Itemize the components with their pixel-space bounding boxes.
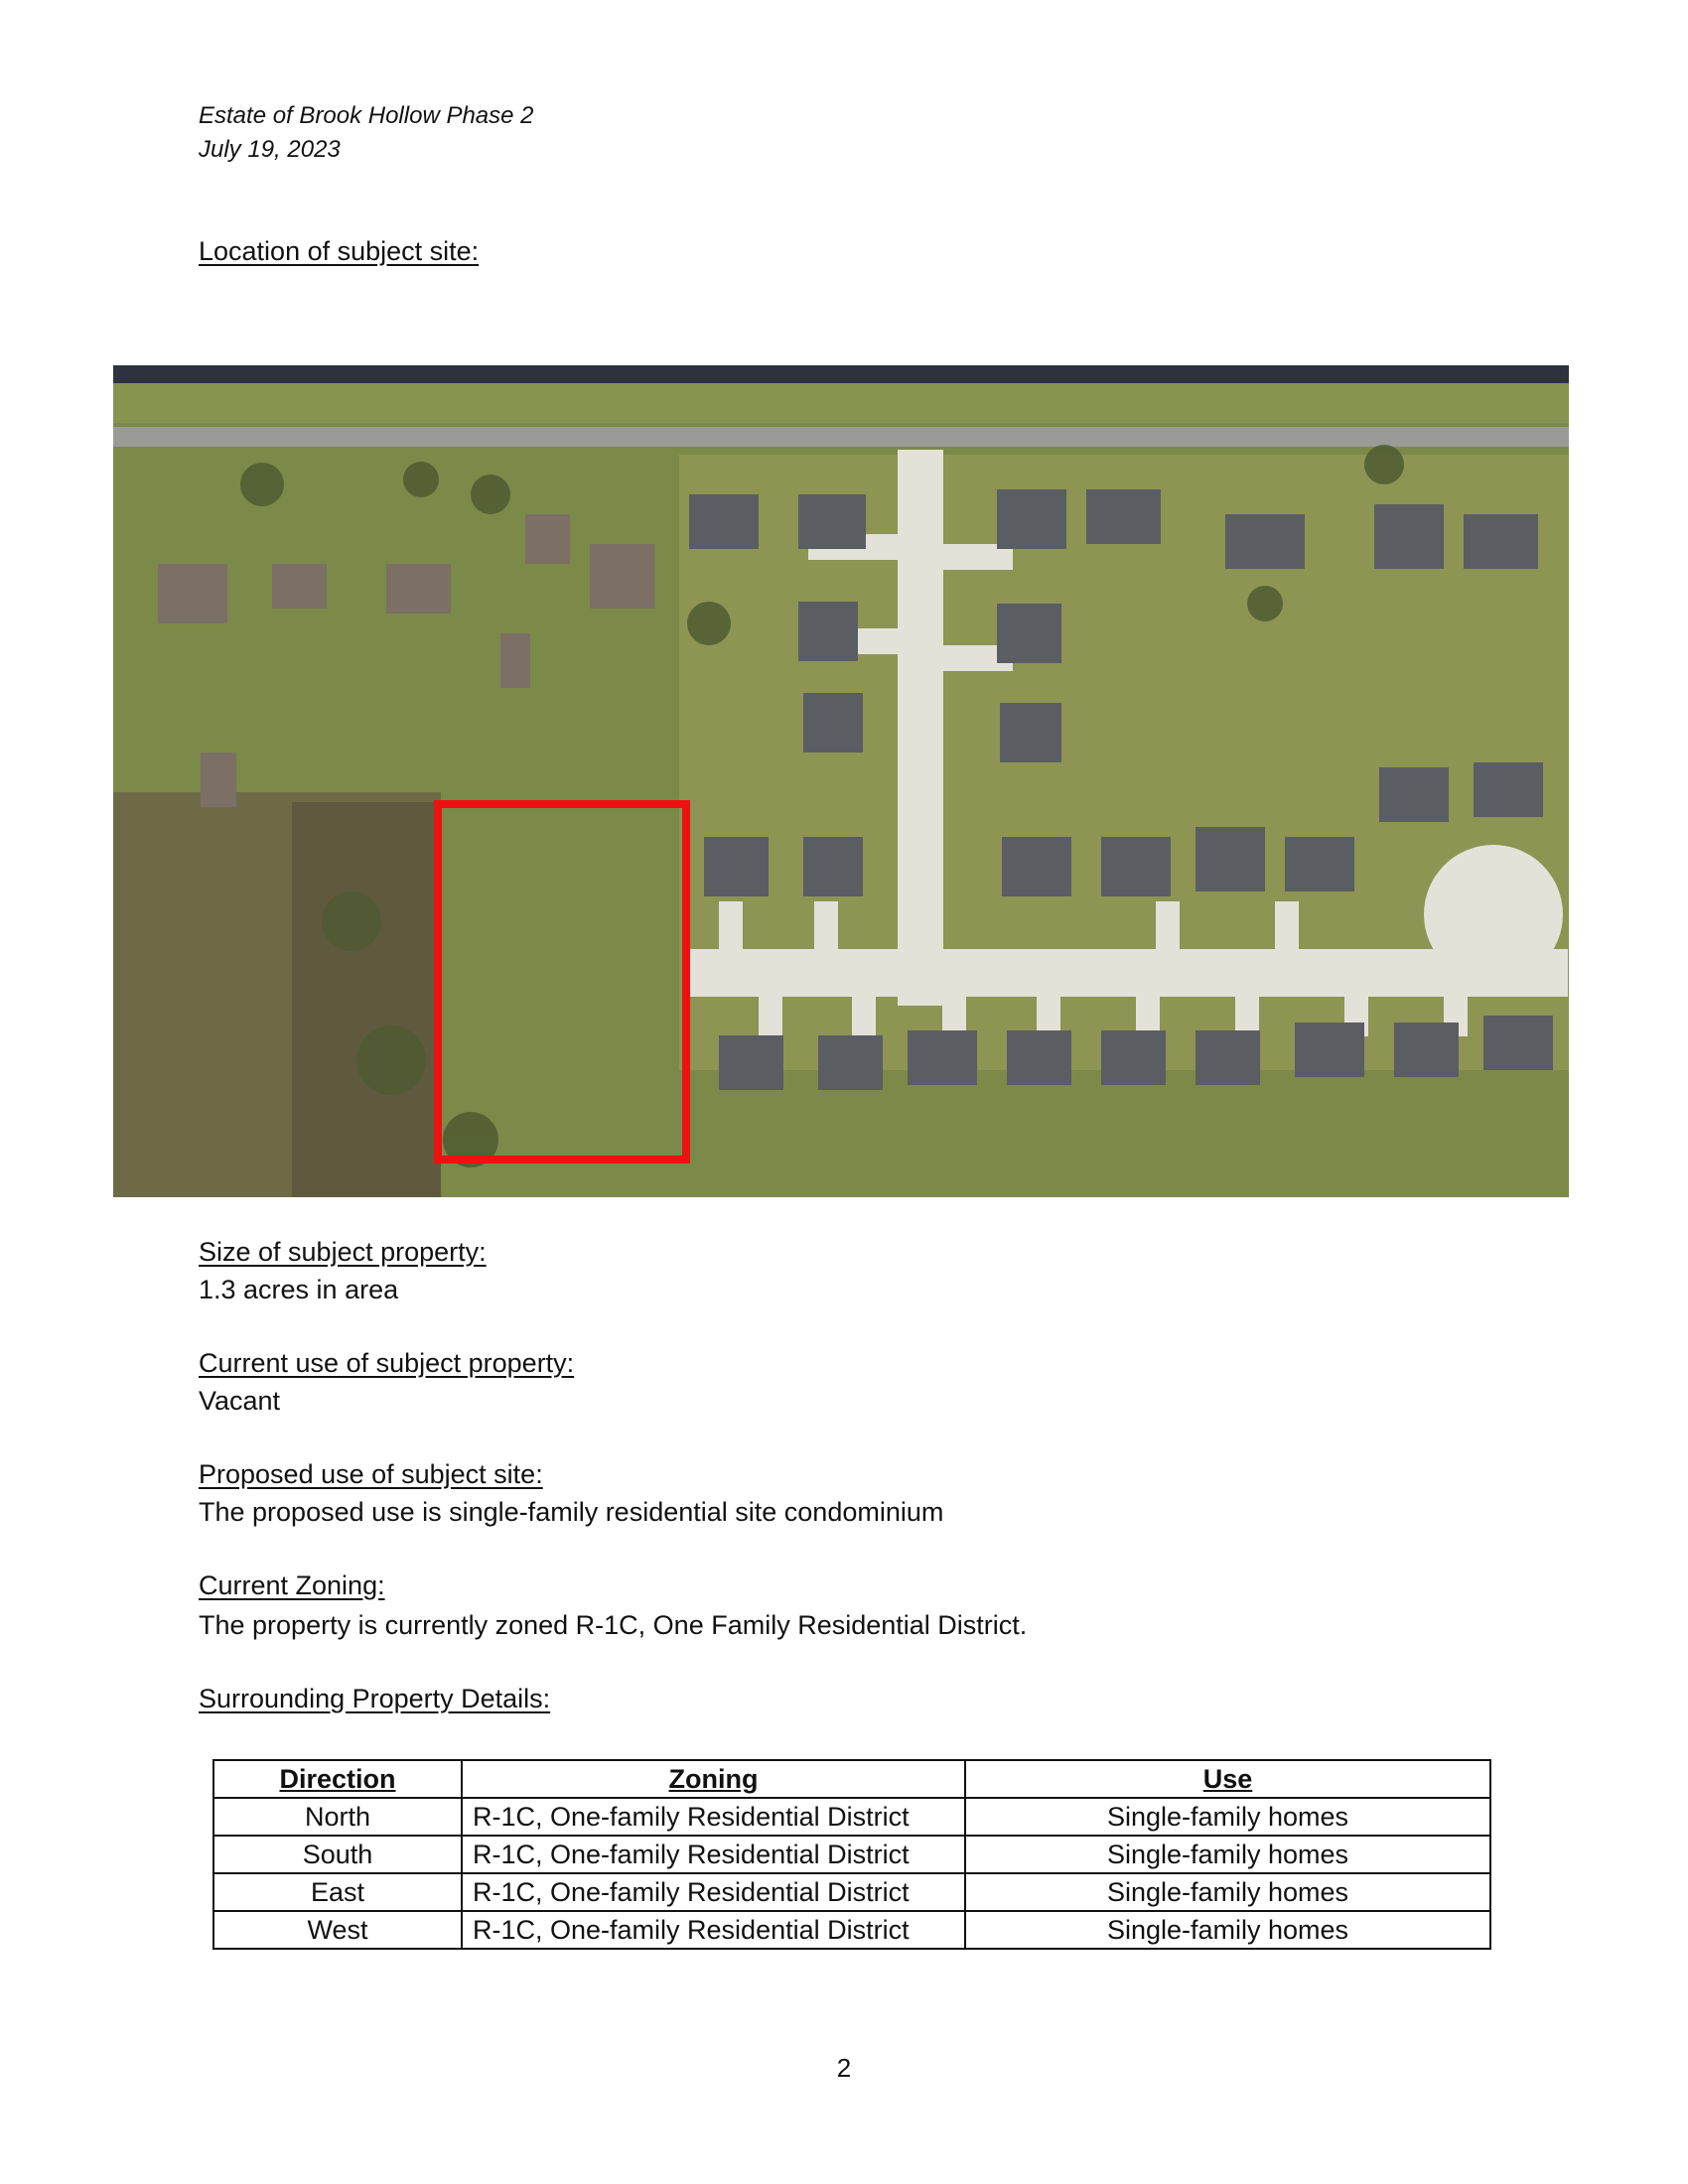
current-use-label: Current use of subject property:: [199, 1348, 575, 1378]
size-value: 1.3 acres in area: [199, 1275, 399, 1304]
cell-direction: South: [213, 1836, 462, 1873]
cell-use: Single-family homes: [965, 1798, 1490, 1836]
surrounding-property-table: [212, 1759, 1491, 1950]
column-header-zoning: Zoning: [462, 1760, 965, 1798]
document-date: July 19, 2023: [199, 136, 341, 163]
table-row: [213, 1911, 1490, 1949]
cell-zoning: R-1C, One-family Residential District: [462, 1798, 965, 1836]
size-label: Size of subject property:: [199, 1237, 487, 1267]
aerial-map-image: [113, 365, 1569, 1197]
document-title: Estate of Brook Hollow Phase 2: [199, 102, 534, 129]
location-label: Location of subject site:: [199, 236, 480, 266]
column-header-direction: Direction: [213, 1760, 462, 1798]
zoning-label: Current Zoning:: [199, 1570, 385, 1600]
cell-use: Single-family homes: [965, 1836, 1490, 1873]
document-header: [199, 99, 534, 167]
cell-use: Single-family homes: [965, 1911, 1490, 1949]
proposed-use-label: Proposed use of subject site:: [199, 1459, 543, 1489]
table-header-row: [213, 1760, 1490, 1798]
table-row: [213, 1836, 1490, 1873]
cell-zoning: R-1C, One-family Residential District: [462, 1873, 965, 1911]
cell-direction: North: [213, 1798, 462, 1836]
cell-direction: West: [213, 1911, 462, 1949]
table-row: [213, 1873, 1490, 1911]
cell-direction: East: [213, 1873, 462, 1911]
page-number: 2: [836, 2053, 852, 2083]
aerial-photo: [113, 365, 1569, 1197]
column-header-use: Use: [965, 1760, 1490, 1798]
proposed-use-value: The proposed use is single-family residential site condominium: [199, 1497, 944, 1527]
cell-zoning: R-1C, One-family Residential District: [462, 1836, 965, 1873]
table-row: [213, 1798, 1490, 1836]
current-use-value: Vacant: [199, 1386, 281, 1416]
zoning-value: The property is currently zoned R-1C, One Family Residential District.: [199, 1610, 1028, 1640]
surrounding-label: Surrounding Property Details:: [199, 1684, 551, 1713]
cell-zoning: R-1C, One-family Residential District: [462, 1911, 965, 1949]
cell-use: Single-family homes: [965, 1873, 1490, 1911]
